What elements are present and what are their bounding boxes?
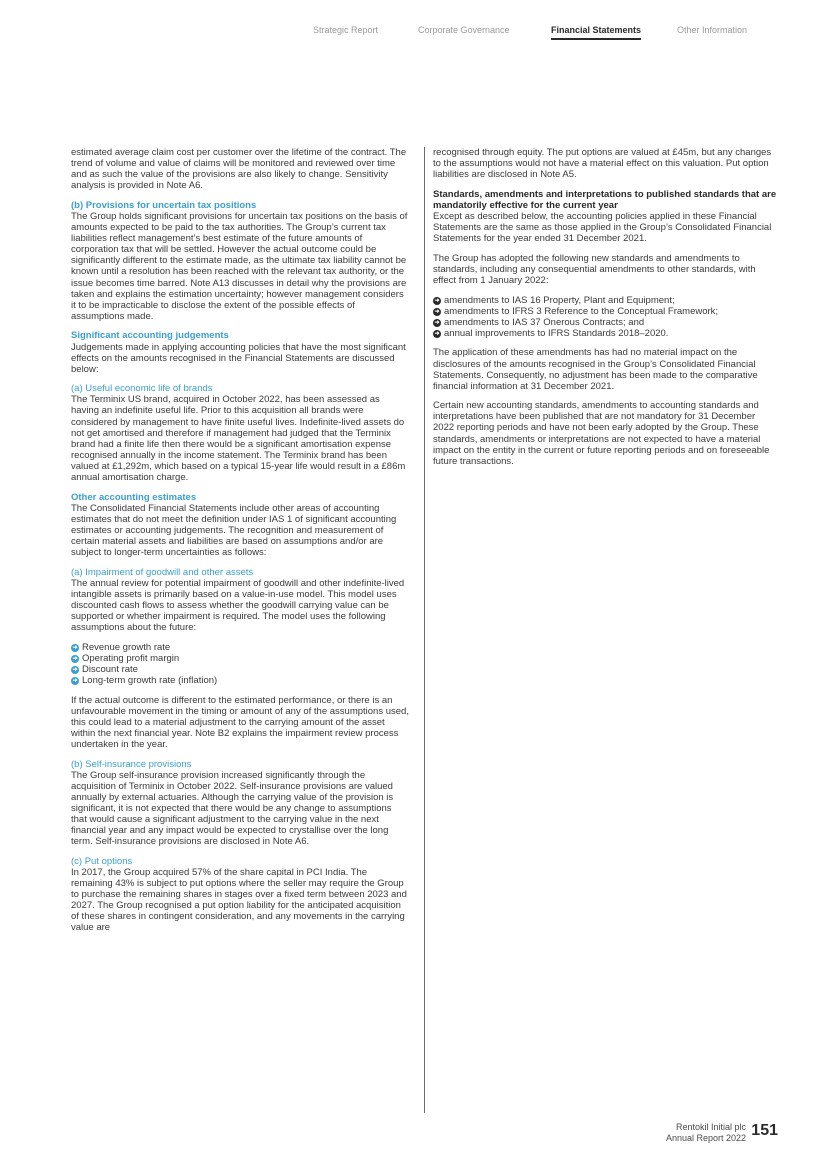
tax-provisions-heading: (b) Provisions for uncertain tax positions (71, 199, 257, 211)
arrow-circle-right-icon: ➜ (434, 297, 440, 304)
list-item: ➜ Long-term growth rate (inflation) (72, 675, 218, 687)
brands-heading: (a) Useful economic life of brands (71, 383, 213, 395)
other-estimates-heading: Other accounting estimates (71, 491, 197, 503)
list-item: ➜ Discount rate (72, 663, 138, 675)
impairment-body-2: If the actual outcome is different to the estimated performance, or there is an unfavourable movement in the timing or amount of any of the assumptions used, this could lead to a material adjustment to the carrying amount of the asset within the next financial year. Note B2 explains the impairment review process undertaken in the year. (71, 694, 409, 750)
brands-body: The Terminix US brand, acquired in October 2022, has been assessed as having an indefinite useful life. Prior to this acquisition all brands were considered by management to have finite useful lives. Indefinite-lived assets do not get amortised and therefore if management had judged that the Terminix brand had a finite life then there would be a significant amortisation expense recognised annually in the income statement. The Terminix brand has been valued at £1,292m, which based on a typical 15-year life would result in a £86m annual amortisation charge. (71, 394, 406, 484)
list-item: ➜ Revenue growth rate (72, 641, 171, 653)
list-item: ➜ amendments to IFRS 3 Reference to the Conceptual Framework; (434, 305, 719, 317)
adopted-standards-list (433, 295, 778, 339)
arrow-circle-right-icon: ➜ (72, 666, 78, 673)
left-column (71, 147, 410, 934)
list-item: ➜ amendments to IAS 16 Property, Plant and Equipment; (434, 294, 675, 306)
other-estimates-body: The Consolidated Financial Statements include other areas of accounting estimates that do not meet the definition under IAS 1 of significant accounting estimates or accounting judgements. The recognition and measurement of certain material assets and liabilities are based on assumptions and/or are subject to longer-term uncertainties as follows: (71, 502, 397, 559)
nav-strategic-report[interactable]: Strategic Report (313, 25, 379, 35)
report-name: Annual Report 2022 (665, 1133, 746, 1143)
list-item: ➜ Operating profit margin (72, 652, 180, 664)
nav-financial-statements[interactable]: Financial Statements (551, 25, 642, 35)
nav-corporate-governance[interactable]: Corporate Governance (418, 25, 510, 35)
arrow-circle-right-icon: ➜ (434, 319, 440, 326)
list-item: ➜ amendments to IAS 37 Onerous Contracts; and (434, 316, 645, 328)
list-item: ➜ annual improvements to IFRS Standards 2018–2020. (434, 327, 669, 339)
put-options-continued: recognised through equity. The put options are valued at £45m, but any changes to the assumptions would not have a material effect on this valuation. Put option liabilities are disclosed in Note A5. (433, 147, 772, 181)
self-insurance-body: The Group self-insurance provision increased significantly through the acquisition of Terminix in October 2022. Self-insurance provisions are valued annually by external actuaries. Although the carrying value of the provision is significant, it is not expected that there would be any change to assumptions that would cause a significant adjustment to the carrying value in the next financial year and any impact would be expected to crystallise over the long term. Self-insurance provisions are disclosed in Note A6. (71, 769, 394, 848)
adopted-standards-body: The Group has adopted the following new standards and amendments to standards, including any consequential amendments to other standards, with effect from 1 January 2022: (433, 252, 756, 286)
arrow-circle-right-icon: ➜ (434, 308, 440, 315)
impairment-assumptions-list (71, 642, 410, 686)
new-standards-body: Certain new accounting standards, amendments to accounting standards and interpretations have been published that are not mandatory for 31 December 2022 reporting periods and have not been early adopted by the Group. These standards, amendments or interpretations are not expected to have a material impact on the entity in the current or future reporting periods and on foreseeable future transactions. (433, 400, 770, 467)
arrow-circle-right-icon: ➜ (72, 678, 78, 685)
standards-heading: Standards, amendments and interpretations to published standards that are mandatorily effective for the current year (433, 188, 777, 211)
right-column (433, 147, 778, 475)
impairment-body: The annual review for potential impairment of goodwill and other indefinite-lived intangible assets is primarily based on a value-in-use model. This model uses discounted cash flows to assess whether the goodwill carrying value can be supported or whether impairment is required. The model uses the following assumptions about the future: (71, 577, 405, 634)
company-name: Rentokil Initial plc (675, 1122, 746, 1132)
put-options-body: In 2017, the Group acquired 57% of the share capital in PCI India. The remaining 43% is subject to put options where the seller may require the Group to purchase the remaining shares in stages over a fixed term between 2023 and 2027. The Group recognised a put option liability for the anticipated acquisition of these shares in contingent consideration, and any movements in the carrying value are (71, 866, 407, 934)
nav-other-information[interactable]: Other Information (677, 25, 748, 35)
judgements-body: Judgements made in applying accounting policies that have the most significant effects on the amounts recognised in the Financial Statements are discussed below: (71, 341, 406, 375)
self-insurance-heading: (b) Self-insurance provisions (71, 758, 192, 770)
arrow-circle-right-icon: ➜ (72, 655, 78, 662)
arrow-circle-right-icon: ➜ (434, 330, 440, 337)
judgements-heading: Significant accounting judgements (71, 330, 229, 342)
page-number: 151 (751, 1122, 778, 1139)
impairment-heading: (a) Impairment of goodwill and other assets (71, 566, 254, 578)
tax-provisions-body: The Group holds significant provisions for uncertain tax positions on the basis of amounts expected to be paid to the tax authorities. The Group’s current tax liabilities reflect management’s best estimate of the future amounts of corporation tax that will be settled. However the actual outcome could be significantly different to the estimate made, as the ultimate tax liability cannot be known until a resolution has been reached with the relevant tax authority, or the issue becomes time barred. Note A13 discusses in detail why the provisions are taken and explains the estimation uncertainty; however management considers it to be impracticable to disclose the extent of the possible effects of assumptions made. (71, 210, 408, 322)
arrow-circle-right-icon: ➜ (72, 644, 78, 651)
intro-paragraph: estimated average claim cost per customer over the lifetime of the contract. The trend of volume and value of claims will be monitored and reviewed over time and as such the value of the provisions are also likely to change. Sensitivity analysis is provided in Note A6. (71, 147, 407, 192)
column-divider (424, 147, 425, 1113)
standards-body: Except as described below, the accounting policies applied in these Financial Statements are the same as those applied in the Group’s Consolidated Financial Statements for the year ended 31 December 2021. (433, 210, 772, 245)
put-options-heading: (c) Put options (71, 855, 133, 867)
top-navigation (0, 24, 825, 44)
application-body: The application of these amendments has had no material impact on the disclosures of the amounts recognised in the Group’s Consolidated Financial Statements. Consequently, no adjustment has been made to the comparative financial information at 31 December 2021. (433, 347, 758, 392)
